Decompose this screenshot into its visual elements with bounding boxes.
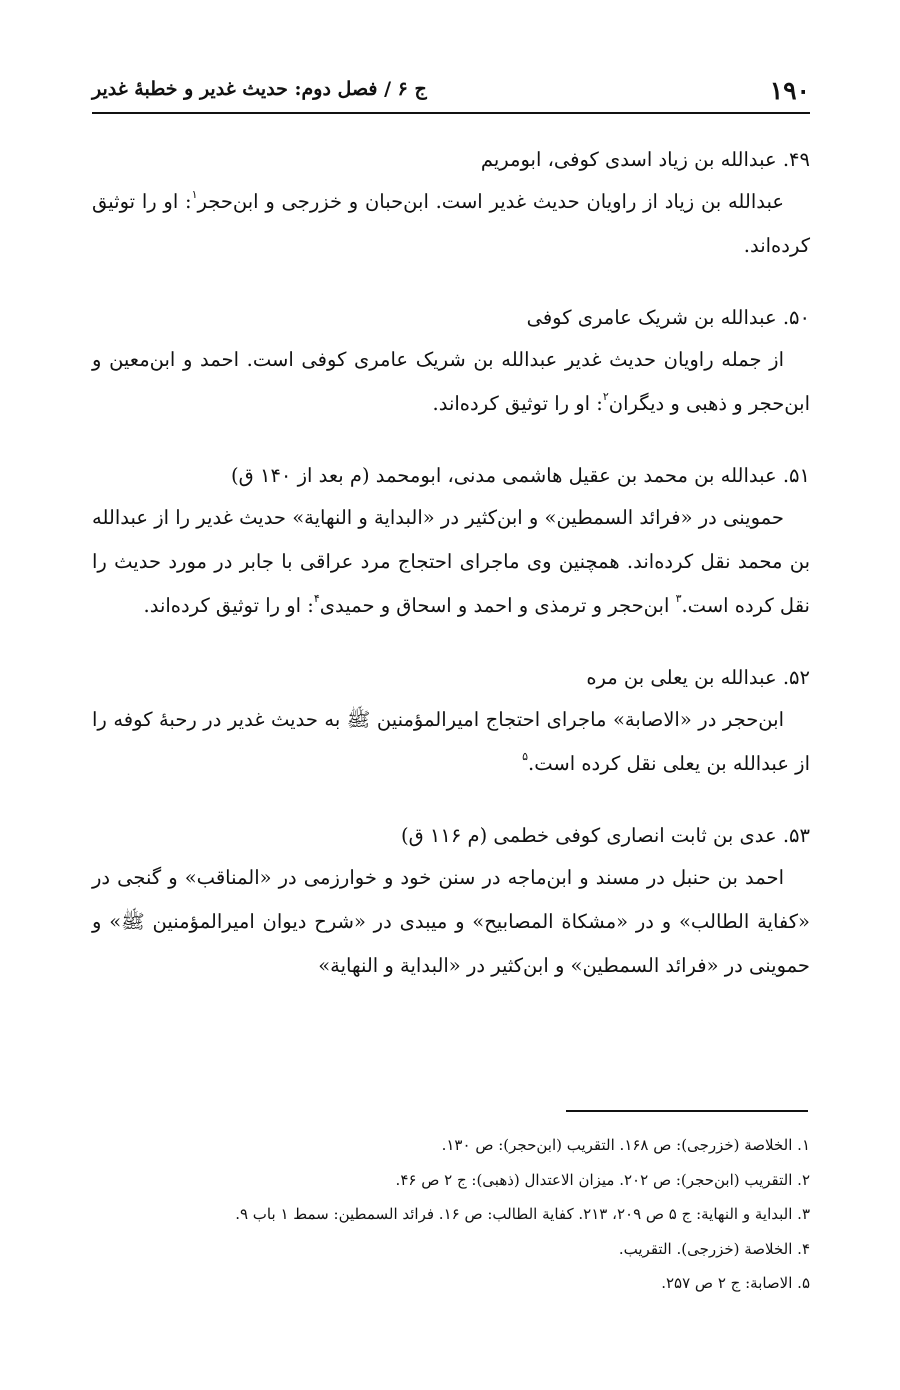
footnote-marker[interactable]: ۴ (313, 592, 320, 605)
entry-paragraph (92, 698, 810, 786)
paragraph-text: از جمله راویان حدیث غدیر عبدالله بن شریک عامری کوفی است. احمد و ابن‌معین و ابن‌حجر و ذهبی و دیگران (92, 348, 810, 415)
paragraph-text: حموینی در «فرائد السمطین» و ابن‌کثیر در «البدایة و النهایة» حدیث غدیر را از عبدالله بن محمد نقل کرده‌اند. همچنین وی ماجرای احتجاج مرد عراقی با جابر در مورد حدیث را نقل کرده است. (92, 506, 810, 617)
paragraph-text: : او را توثیق کرده‌اند. (92, 190, 810, 257)
paragraph-text: : او را توثیق کرده‌اند. (432, 392, 603, 415)
footnote-item: ۲. التقریب (ابن‌حجر): ص ۲۰۲. میزان الاعتدال (ذهبی): ج ۲ ص ۴۶. (395, 1170, 810, 1189)
footnote-item: ۳. البدایة و النهایة: ج ۵ ص ۲۰۹، ۲۱۳. کفایة الطالب: ص ۱۶. فرائد السمطین: سمط ۱ باب ۹. (235, 1205, 810, 1223)
narrator-entry (92, 658, 810, 786)
entry-paragraph (92, 338, 810, 426)
main-text (92, 140, 810, 1018)
footnote-separator (566, 1110, 808, 1112)
paragraph-text: : او را توثیق کرده‌اند. (143, 594, 314, 617)
running-title: ج ۶ / فصل دوم: حدیث غدیر و خطبهٔ غدیر (92, 78, 427, 100)
page-header (92, 72, 810, 114)
entry-heading: ۴۹. عبدالله بن زیاد اسدی کوفی، ابومریم (480, 148, 810, 171)
footnote-marker[interactable]: ۲ (602, 390, 609, 403)
entry-heading: ۵۳. عدی بن ثابت انصاری کوفی خطمی (م ۱۱۶ ق) (400, 824, 810, 847)
entry-heading: ۵۰. عبدالله بن شریک عامری کوفی (526, 306, 810, 329)
paragraph-text: ابن‌حجر و ترمذی و احمد و اسحاق و حمیدی (319, 594, 676, 617)
narrator-entry (92, 816, 810, 988)
narrator-entry (92, 140, 810, 268)
entry-heading: ۵۲. عبدالله بن یعلی بن مره (586, 666, 810, 689)
footnote-marker[interactable]: ۳ (675, 592, 682, 605)
paragraph-text: احمد بن حنبل در مسند و ابن‌ماجه در سنن خود و خوارزمی در «المناقب» و گنجی در «کفایة الطالب» و در «مشکاة المصابیح» و میبدی در «شرح دیوان امیرالمؤمنین ﷺ» و حموینی در «فرائد السمطین» و ابن‌کثیر در «البدایة و النهایة» (92, 866, 810, 977)
footnote-item: ۵. الاصابة: ج ۲ ص ۲۵۷. (661, 1274, 810, 1292)
page-number: ۱۹۰ (769, 76, 810, 105)
footnotes (92, 1128, 810, 1301)
paragraph-text: عبدالله بن زیاد از راویان حدیث غدیر است. ابن‌حبان و خزرجی و ابن‌حجر (197, 190, 784, 213)
footnote-marker[interactable]: ۱ (191, 188, 198, 201)
narrator-entry (92, 298, 810, 426)
paragraph-text: ابن‌حجر در «الاصابة» ماجرای احتجاج امیرالمؤمنین ﷺ به حدیث غدیر در رحبهٔ کوفه را از عبدالله بن یعلی نقل کرده است. (92, 708, 810, 775)
entry-paragraph (92, 496, 810, 628)
narrator-entry (92, 456, 810, 628)
entry-heading: ۵۱. عبدالله بن محمد بن عقیل هاشمی مدنی، ابومحمد (م بعد از ۱۴۰ ق) (231, 464, 810, 487)
footnote-marker[interactable]: ۵ (522, 750, 529, 763)
footnote-item: ۴. الخلاصة (خزرجی). التقریب. (618, 1239, 810, 1258)
entry-paragraph (92, 856, 810, 988)
footnote-item: ۱. الخلاصة (خزرجی): ص ۱۶۸. التقریب (ابن‌حجر): ص ۱۳۰. (441, 1136, 810, 1154)
entry-paragraph (92, 180, 810, 268)
